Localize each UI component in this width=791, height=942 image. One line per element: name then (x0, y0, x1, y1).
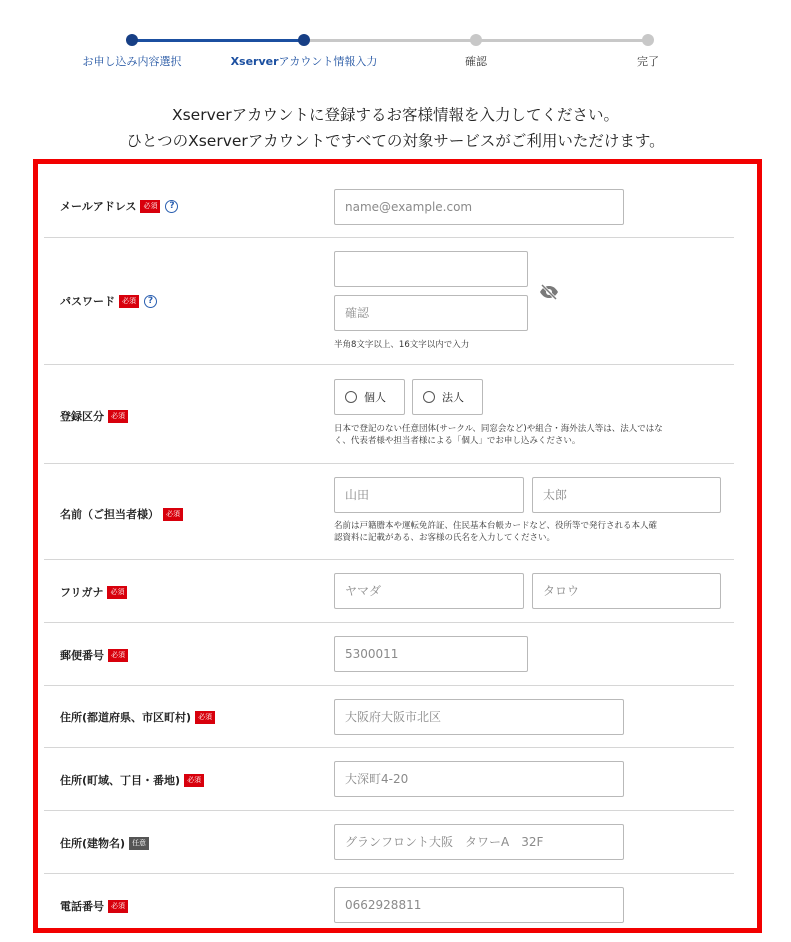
help-icon[interactable]: ? (165, 200, 178, 213)
required-badge: 必須 (107, 586, 127, 599)
required-badge: 必須 (108, 410, 128, 423)
postal-label-wrap (60, 647, 128, 663)
intro-line-1: Xserverアカウントに登録するお客様情報を入力してください。 (171, 106, 620, 124)
registration-type-note (334, 423, 663, 448)
required-badge: 必須 (163, 508, 183, 521)
name-label: 名前（ご担当者様） (60, 508, 159, 521)
name-note-line-1: 名前は戸籍謄本や運転免許証、住民基本台帳カードなど、役所等で発行される本人確 (334, 521, 658, 531)
address2-label-wrap (60, 772, 204, 788)
phone-label-wrap (60, 898, 128, 914)
step-label-confirm: 確認 (465, 55, 487, 68)
registration-type-label: 登録区分 (60, 410, 104, 423)
furigana-last-input[interactable] (334, 573, 524, 609)
radio-corporation[interactable] (412, 379, 483, 415)
step-label-account (231, 53, 378, 69)
step-dot-3 (470, 34, 482, 46)
password-confirm-input[interactable] (334, 295, 528, 331)
name-label-wrap (60, 506, 183, 522)
required-badge: 必須 (195, 711, 215, 724)
address1-label: 住所(都道府県、市区町村) (60, 711, 192, 724)
phone-input[interactable] (334, 887, 624, 923)
name-note-line-2: 認資料に記載がある、お客様の氏名を入力してください。 (334, 533, 556, 544)
registration-type-note-line-1: 日本で登記のない任意団体(サークル、同窓会など)や組合・海外法人等は、法人ではな (334, 424, 663, 434)
step-label-complete: 完了 (637, 55, 659, 68)
furigana-label-wrap (60, 584, 127, 600)
row-registration-type (44, 365, 734, 464)
required-badge: 必須 (140, 200, 160, 213)
radio-circle-icon (345, 391, 357, 403)
step-label-account-rest: アカウント情報入力 (278, 55, 378, 68)
phone-label: 電話番号 (60, 900, 104, 913)
row-address-prefecture (44, 686, 734, 748)
registration-type-note-line-2: く、代表者様や担当者様による「個人」でお申し込みください。 (334, 436, 581, 447)
email-label-wrap (60, 198, 178, 214)
optional-badge: 任意 (129, 837, 149, 850)
last-name-input[interactable] (334, 477, 524, 513)
address3-label-wrap (60, 835, 149, 851)
row-furigana (44, 560, 734, 623)
address-building-input[interactable] (334, 824, 624, 860)
row-password (44, 238, 734, 365)
radio-individual-label: 個人 (364, 391, 386, 404)
address2-label: 住所(町域、丁目・番地) (60, 774, 181, 787)
address1-label-wrap (60, 709, 215, 725)
password-label-wrap (60, 293, 157, 309)
step-dot-2 (298, 34, 310, 46)
stepper-line-done (132, 39, 304, 42)
step-label-account-brand: Xserver (230, 55, 279, 68)
intro-line-2: ひとつのXserverアカウントですべての対象サービスがご利用いただけます。 (126, 132, 665, 150)
eye-slash-icon[interactable] (539, 283, 559, 301)
required-badge: 必須 (108, 900, 128, 913)
row-email (44, 174, 734, 238)
furigana-label: フリガナ (60, 586, 104, 599)
row-phone (44, 874, 734, 930)
email-input[interactable] (334, 189, 624, 225)
password-note: 半角8文字以上、16文字以内で入力 (334, 340, 470, 350)
password-label: パスワード (60, 295, 115, 308)
postal-code-input[interactable] (334, 636, 528, 672)
address-prefecture-input[interactable] (334, 699, 624, 735)
email-label: メールアドレス (60, 200, 137, 213)
progress-stepper (0, 0, 791, 80)
radio-corporation-label: 法人 (442, 391, 464, 404)
step-label-select: お申し込み内容選択 (82, 55, 182, 68)
address-street-input[interactable] (334, 761, 624, 797)
radio-circle-icon (423, 391, 435, 403)
address3-label: 住所(建物名) (60, 837, 126, 850)
furigana-first-input[interactable] (532, 573, 721, 609)
postal-label: 郵便番号 (60, 649, 104, 662)
step-dot-1 (126, 34, 138, 46)
first-name-input[interactable] (532, 477, 721, 513)
required-badge: 必須 (184, 774, 204, 787)
radio-individual[interactable] (334, 379, 405, 415)
help-icon[interactable]: ? (144, 295, 157, 308)
row-name (44, 464, 734, 560)
name-note (334, 520, 657, 545)
required-badge: 必須 (108, 649, 128, 662)
step-dot-4 (642, 34, 654, 46)
row-postal-code (44, 623, 734, 686)
row-address-street (44, 748, 734, 811)
row-address-building (44, 811, 734, 874)
password-input[interactable] (334, 251, 528, 287)
registration-type-label-wrap (60, 408, 128, 424)
required-badge: 必須 (119, 295, 139, 308)
